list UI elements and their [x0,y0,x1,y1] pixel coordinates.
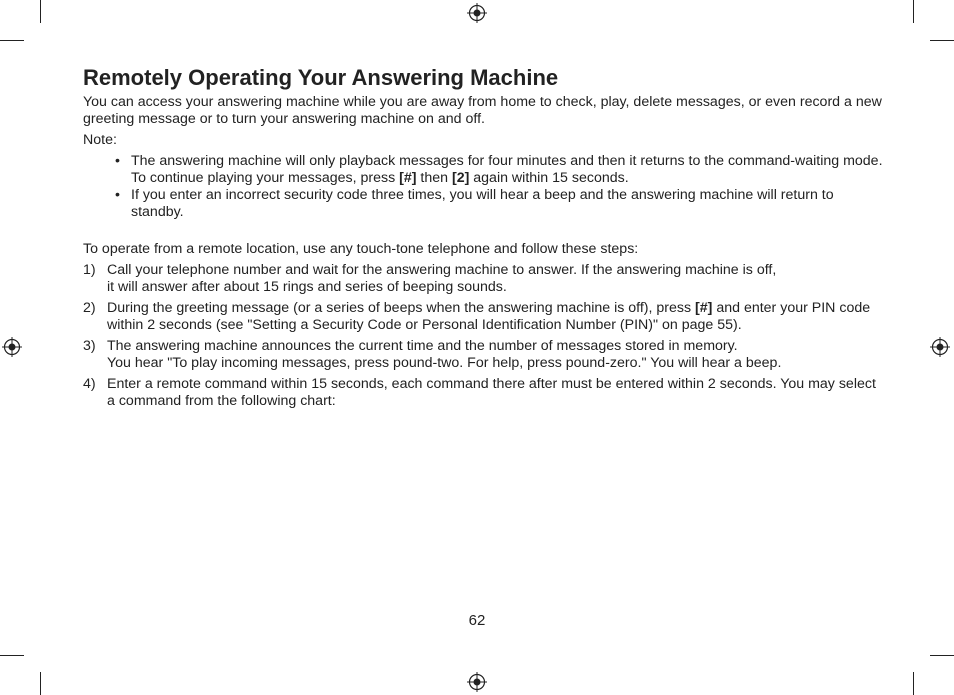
step-number: 3) [83,338,96,354]
steps-intro: To operate from a remote location, use any touch-tone telephone and follow these steps: [83,241,639,257]
list-item [83,300,883,334]
note-text: again within 15 seconds. [469,170,629,186]
step-text: During the greeting message (or a series of beeps when the answering machine is off), press [107,300,696,316]
bullet: • [115,153,120,169]
step-text: Enter a remote command within 15 seconds, each command there after must be entered within 2 seconds. You may select a command from the following chart: [107,376,876,409]
step-text: You hear "To play incoming messages, press pound-two. For help, press pound-zero." You will hear a beep. [107,355,782,371]
step-number: 1) [83,262,96,278]
registration-mark-icon [466,2,488,24]
step-number: 2) [83,300,96,316]
crop-mark-top-left-v [40,0,41,23]
registration-mark-icon [1,336,23,358]
note-text: The answering machine will only playback messages for four minutes and then it returns to the command-waiting mode. To continue playing your messages, press [131,153,883,186]
note-label: Note: [83,132,117,148]
registration-mark-icon [929,336,951,358]
list-item [115,187,883,221]
key-label: [2] [451,170,470,186]
crop-mark-top-left-h [0,40,24,41]
crop-mark-bottom-right-h [930,655,954,656]
list-item [83,262,883,296]
list-item [115,153,883,187]
intro-paragraph: You can access your answering machine while you are away from home to check, play, delete messages, or even record a new greeting message or to turn your answering machine on and off. [83,94,882,127]
page-title: Remotely Operating Your Answering Machine [83,65,559,90]
list-item [83,376,883,410]
bullet: • [115,187,120,203]
step-number: 4) [83,376,96,392]
step-text: Call your telephone number and wait for the answering machine to answer. If the answering machine is off, [107,262,777,278]
crop-mark-bottom-left-v [40,672,41,695]
crop-mark-bottom-right-v [913,672,914,695]
key-label: [#] [399,170,417,186]
step-text: The answering machine announces the current time and the number of messages stored in memory. [107,338,738,354]
list-item [83,338,883,372]
step-text: and enter your PIN code within 2 seconds (see "Setting a Security Code or Personal Identification Number (PIN)" on page 55). [107,300,871,333]
step-text: it will answer after about 15 rings and series of beeping sounds. [107,279,507,295]
notes-list [83,153,883,221]
crop-mark-top-right-v [913,0,914,23]
note-text: then [416,170,452,186]
crop-mark-bottom-left-h [0,655,24,656]
page-content [83,64,883,414]
steps-list [83,262,883,410]
page-number: 62 [468,612,486,629]
registration-mark-icon [466,671,488,693]
crop-mark-top-right-h [930,40,954,41]
key-label: [#] [695,300,713,316]
note-text: If you enter an incorrect security code three times, you will hear a beep and the answering machine will return to standby. [131,187,834,220]
